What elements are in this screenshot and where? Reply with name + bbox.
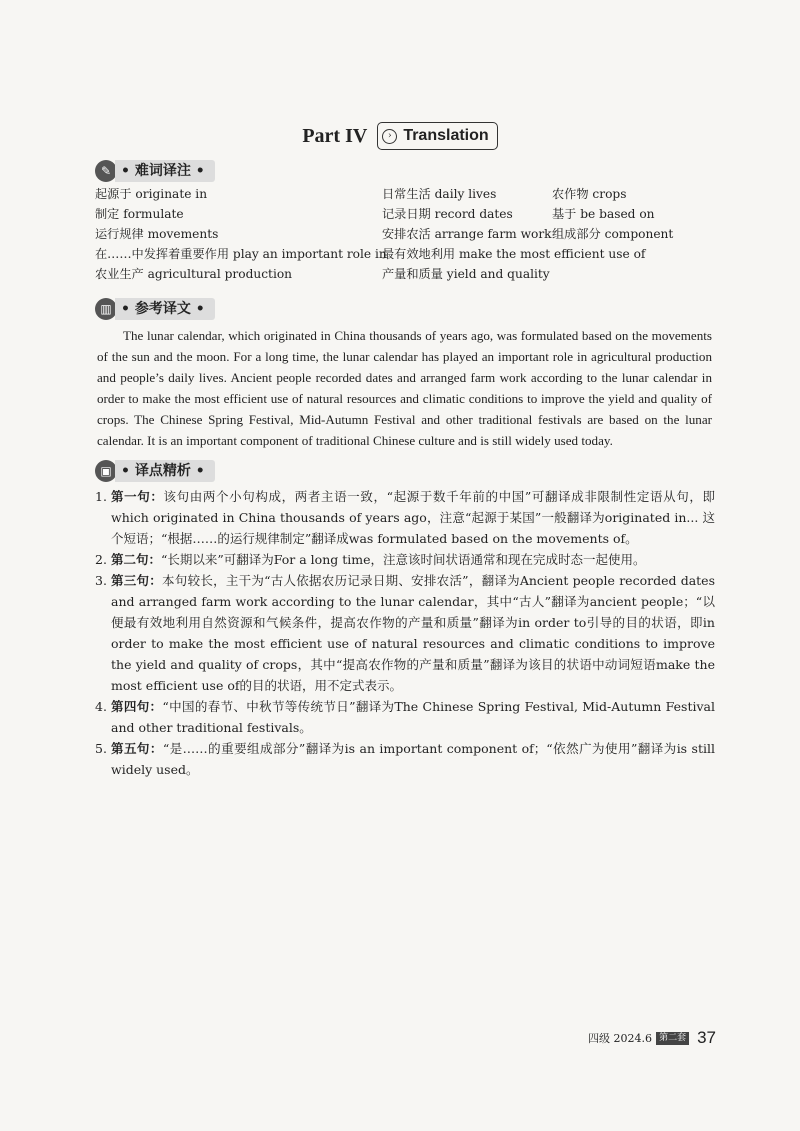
set-tag: 第二套 bbox=[656, 1032, 689, 1045]
vocab-item: 安排农活 arrange farm work bbox=[382, 227, 552, 241]
vocab-item: 最有效地利用 make the most efficient use of bbox=[382, 247, 646, 261]
analysis-item bbox=[95, 486, 715, 549]
vocab-item: 基于 be based on bbox=[552, 207, 655, 221]
section-title-box bbox=[377, 122, 497, 150]
analysis-number: 1. bbox=[95, 489, 107, 504]
page-number: 37 bbox=[697, 1028, 716, 1047]
page-footer bbox=[588, 1028, 716, 1048]
analysis-number: 5. bbox=[95, 741, 107, 756]
vocab-item: 运行规律 movements bbox=[95, 227, 219, 241]
analysis-label: 第五句： bbox=[111, 741, 163, 756]
reference-translation: The lunar calendar, which originated in China thousands of years ago, was formulated based on the movements of the sun and the moon. For a long time, the lunar calendar has played an important role in agricultural production and people’s daily lives. Ancient people recorded dates and arranged farm work according to the lunar calendar in order to make the most efficient use of natural resources and climatic conditions to improve the yield and quality of crops. The Chinese Spring Festival, Mid-Autumn Festival and other traditional festivals are based on the lunar calendar. It is an important component of traditional Chinese culture and is still widely used today. bbox=[97, 328, 712, 448]
analysis-body bbox=[111, 549, 715, 570]
book-icon: ▥ bbox=[95, 298, 117, 320]
analysis-number: 4. bbox=[95, 699, 107, 714]
analysis-body bbox=[111, 570, 715, 696]
analysis-label: 第四句： bbox=[111, 699, 163, 714]
vocab-heading bbox=[95, 160, 215, 182]
vocab-item: 农作物 crops bbox=[552, 187, 627, 201]
chevron-circle-icon: › bbox=[382, 129, 397, 144]
vocab-item: 在……中发挥着重要作用 play an important role in bbox=[95, 247, 387, 261]
analysis-number: 3. bbox=[95, 573, 107, 588]
vocab-item: 制定 formulate bbox=[95, 207, 184, 221]
analysis-text: “是……的重要组成部分”翻译为is an important component of；“依然广为使用”翻译为is still widely used。 bbox=[111, 741, 715, 777]
analysis-label: 第三句： bbox=[111, 573, 163, 588]
analysis-label: 第一句： bbox=[111, 489, 164, 504]
analysis-body bbox=[111, 486, 715, 549]
analysis-item bbox=[95, 738, 715, 780]
analysis-text: 该句由两个小句构成，两者主语一致，“起源于数千年前的中国”可翻译成非限制性定语从句，即which originated in China thousands of years ago，注意“起源于某国”一般翻译为originated in... 这个短语；“根据……的运行规律制定”翻译成was formulated based on the movements of。 bbox=[111, 489, 715, 546]
vocab-item: 组成部分 component bbox=[552, 227, 674, 241]
vocab-item: 记录日期 record dates bbox=[382, 207, 513, 221]
section-title: Translation bbox=[403, 127, 489, 144]
vocab-heading-label: • 难词译注 • bbox=[115, 160, 215, 182]
analysis-body bbox=[111, 738, 715, 780]
vocab-item: 产量和质量 yield and quality bbox=[382, 267, 550, 281]
analysis-item bbox=[95, 570, 715, 696]
part-title: Part IV bbox=[302, 124, 368, 147]
analysis-text: “中国的春节、中秋节等传统节日”翻译为The Chinese Spring Festival, Mid-Autumn Festival and other traditional festivals。 bbox=[111, 699, 715, 735]
analysis-text: “长期以来”可翻译为For a long time，注意该时间状语通常和现在完成时态一起使用。 bbox=[161, 552, 646, 567]
vocab-item: 农业生产 agricultural production bbox=[95, 267, 293, 281]
analysis-item bbox=[95, 696, 715, 738]
analysis-item bbox=[95, 549, 715, 570]
vocab-item: 起源于 originate in bbox=[95, 187, 208, 201]
issue-label: 四级 2024.6 bbox=[588, 1032, 653, 1045]
analysis-heading-label: • 译点精析 • bbox=[115, 460, 215, 482]
reference-heading bbox=[95, 298, 215, 320]
analysis-number: 2. bbox=[95, 552, 107, 567]
analysis-list bbox=[95, 486, 715, 780]
reference-heading-label: • 参考译文 • bbox=[115, 298, 215, 320]
note-icon: ✎ bbox=[95, 160, 117, 182]
analysis-heading bbox=[95, 460, 215, 482]
analysis-body bbox=[111, 696, 715, 738]
title-row bbox=[0, 122, 800, 150]
vocab-item: 日常生活 daily lives bbox=[382, 187, 497, 201]
analysis-label: 第二句： bbox=[111, 552, 162, 567]
analysis-text: 本句较长，主干为“古人依据农历记录日期、安排农活”，翻译为Ancient people recorded dates and arranged farm work according to the lunar calendar，其中“古人”翻译为ancient people；“以便最有效地利用自然资源和气候条件，提高农作物的产量和质量”翻译为in order to引导的目的状语，即in order to make the most efficient use of natural resources and climatic conditions to improve the yield and quality of crops，其中“提高农作物的产量和质量”翻译为该目的状语中动词短语make the most efficient use of的目的状语，用不定式表示。 bbox=[111, 573, 715, 693]
analysis-icon: ▣ bbox=[95, 460, 117, 482]
